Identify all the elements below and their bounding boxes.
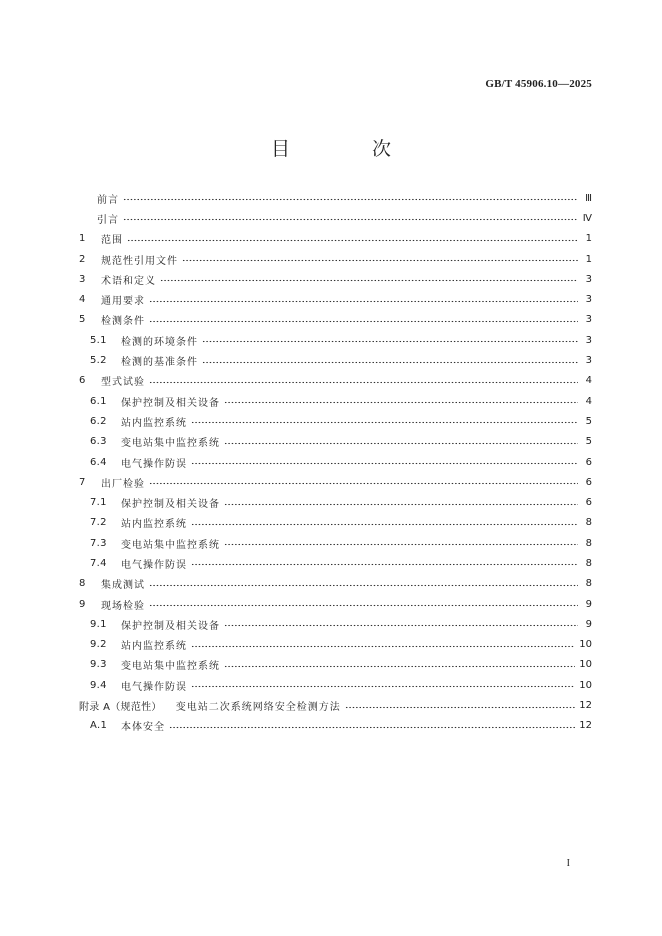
toc-leader-dots [169, 720, 575, 730]
toc-entry-number: 附录 A（规范性） [79, 702, 162, 714]
toc-entry-number: 6 [79, 375, 86, 387]
toc-entry-label: 站内监控系统 [121, 417, 187, 429]
toc-entry-page: 1 [585, 253, 592, 265]
toc-entry[interactable] [79, 371, 592, 391]
toc-leader-dots [123, 212, 578, 222]
toc-entry-page: 12 [579, 700, 592, 712]
toc-leader-dots [191, 456, 578, 466]
toc-entry[interactable] [79, 391, 592, 411]
toc-entry-page: 5 [585, 436, 592, 448]
toc-entry-number: 7.3 [90, 537, 107, 549]
toc-leader-dots [149, 476, 578, 486]
toc-entry-page: 3 [585, 314, 592, 326]
toc-entry-label: 前言 [97, 194, 119, 206]
toc-entry-number: 9.2 [90, 639, 107, 651]
toc-leader-dots [149, 598, 578, 608]
toc-entry[interactable] [79, 614, 592, 634]
toc-entry-number: 5.2 [90, 355, 107, 367]
toc-entry-label: 保护控制及相关设备 [121, 499, 220, 511]
toc-entry-number: 9.3 [90, 659, 107, 671]
toc-entry[interactable] [79, 269, 592, 289]
toc-entry-label: 集成测试 [101, 580, 145, 592]
toc-entry[interactable] [79, 289, 592, 309]
toc-entry-number: 1 [79, 233, 86, 245]
toc-entry[interactable] [79, 716, 592, 736]
toc-entry-page: 8 [585, 557, 592, 569]
toc-entry-page: 6 [585, 456, 592, 468]
toc-leader-dots [224, 618, 578, 628]
toc-leader-dots [224, 436, 578, 446]
toc-entry-page: 4 [585, 395, 592, 407]
toc-entry[interactable] [79, 695, 592, 715]
toc-entry-label: 保护控制及相关设备 [121, 620, 220, 632]
toc-entry-label: 保护控制及相关设备 [121, 397, 220, 409]
toc-leader-dots [149, 375, 578, 385]
toc-entry-label: 术语和定义 [101, 275, 156, 287]
toc-entry-number: 7.1 [90, 497, 107, 509]
toc-entry-page: 10 [579, 679, 592, 691]
toc-entry-label: 变电站二次系统网络安全检测方法 [175, 702, 341, 714]
toc-entry-page: 8 [585, 578, 592, 590]
toc-entry-label: 变电站集中监控系统 [121, 661, 220, 673]
toc-leader-dots [191, 557, 578, 567]
standard-number: GB/T 45906.10—2025 [485, 78, 592, 90]
toc-entry-label: 电气操作防误 [121, 559, 187, 571]
toc-entry-number: 5 [79, 314, 86, 326]
toc-entry-number: 6.3 [90, 436, 107, 448]
toc-entry[interactable] [79, 452, 592, 472]
toc-entry[interactable] [79, 675, 592, 695]
toc-entry-label: 型式试验 [101, 377, 145, 389]
toc-entry-page: 10 [579, 659, 592, 671]
toc-entry-number: 9 [79, 598, 86, 610]
toc-entry-page: 9 [585, 598, 592, 610]
toc-entry[interactable] [79, 553, 592, 573]
toc-leader-dots [149, 578, 578, 588]
toc-entry-number: 7.2 [90, 517, 107, 529]
toc-entry-label: 规范性引用文件 [101, 255, 178, 267]
toc-entry-page: 3 [585, 355, 592, 367]
toc-entry-number: 8 [79, 578, 86, 590]
toc-leader-dots [345, 700, 576, 710]
toc-entry-page: 10 [579, 639, 592, 651]
toc-entry-label: 变电站集中监控系统 [121, 539, 220, 551]
toc-entry-label: 现场检验 [101, 600, 145, 612]
toc-leader-dots [191, 517, 578, 527]
toc-entry[interactable] [79, 635, 592, 655]
toc-entry[interactable] [79, 350, 592, 370]
toc-entry-page: 8 [585, 517, 592, 529]
toc-leader-dots [127, 233, 578, 243]
toc-leader-dots [224, 537, 578, 547]
toc-leader-dots [182, 253, 578, 263]
toc-leader-dots [224, 659, 575, 669]
toc-entry-number: 9.4 [90, 679, 107, 691]
toc-entry-page: 6 [585, 476, 592, 488]
toc-leader-dots [191, 679, 575, 689]
toc-entry-page: 5 [585, 415, 592, 427]
toc-leader-dots [202, 334, 578, 344]
toc-leader-dots [191, 415, 578, 425]
toc-entry-label: 检测的环境条件 [121, 336, 198, 348]
page-title: 目 次 [270, 138, 430, 160]
toc-entry-page: 3 [585, 334, 592, 346]
toc-entry-page: Ⅳ [582, 212, 592, 224]
toc-leader-dots [149, 294, 578, 304]
toc-leader-dots [202, 355, 578, 365]
toc-entry-page: 12 [579, 720, 592, 732]
toc-entry[interactable] [79, 533, 592, 553]
toc-entry[interactable] [79, 330, 592, 350]
toc-entry-label: 本体安全 [121, 722, 165, 734]
toc-entry-label: 站内监控系统 [121, 519, 187, 531]
toc-entry[interactable] [79, 594, 592, 614]
toc-leader-dots [191, 639, 575, 649]
toc-leader-dots [149, 314, 578, 324]
toc-entry-number: 6.4 [90, 456, 107, 468]
toc-entry-page: 6 [585, 497, 592, 509]
table-of-contents [79, 188, 592, 736]
page-number: I [566, 858, 570, 869]
toc-entry-label: 变电站集中监控系统 [121, 438, 220, 450]
toc-entry-number: 9.1 [90, 618, 107, 630]
toc-entry-number: 4 [79, 294, 86, 306]
toc-entry-label: 检测条件 [101, 316, 145, 328]
toc-entry-page: 8 [585, 537, 592, 549]
toc-leader-dots [224, 497, 578, 507]
toc-entry-label: 通用要求 [101, 296, 145, 308]
toc-leader-dots [224, 395, 578, 405]
toc-entry-page: 9 [585, 618, 592, 630]
toc-entry-page: 3 [585, 273, 592, 285]
toc-entry-label: 出厂检验 [101, 478, 145, 490]
toc-entry-number: 7 [79, 476, 86, 488]
toc-entry[interactable] [79, 574, 592, 594]
toc-entry[interactable] [79, 492, 592, 512]
toc-entry[interactable] [79, 655, 592, 675]
toc-entry[interactable] [79, 249, 592, 269]
toc-entry[interactable] [79, 229, 592, 249]
toc-entry-number: 5.1 [90, 334, 107, 346]
toc-entry[interactable] [79, 310, 592, 330]
toc-entry-label: 站内监控系统 [121, 641, 187, 653]
toc-entry-label: 电气操作防误 [121, 681, 187, 693]
toc-entry-number: 6.1 [90, 395, 107, 407]
toc-entry-number: A.1 [90, 720, 108, 732]
toc-entry-number: 6.2 [90, 415, 107, 427]
toc-entry-number: 3 [79, 273, 86, 285]
toc-entry[interactable] [79, 513, 592, 533]
toc-entry-page: 3 [585, 294, 592, 306]
toc-leader-dots [160, 273, 578, 283]
toc-entry-number: 2 [79, 253, 86, 265]
toc-entry-number: 7.4 [90, 557, 107, 569]
toc-leader-dots [123, 192, 578, 202]
toc-entry-label: 电气操作防误 [121, 458, 187, 470]
toc-entry-page: 1 [585, 233, 592, 245]
toc-entry-page: Ⅲ [585, 192, 592, 204]
toc-entry-label: 检测的基准条件 [121, 357, 198, 369]
toc-entry-label: 引言 [97, 214, 119, 226]
toc-entry[interactable] [79, 432, 592, 452]
toc-entry[interactable] [79, 208, 592, 228]
toc-entry[interactable] [79, 188, 592, 208]
toc-entry[interactable] [79, 411, 592, 431]
toc-entry-label: 范围 [101, 235, 123, 247]
toc-entry-page: 4 [585, 375, 592, 387]
toc-entry[interactable] [79, 472, 592, 492]
